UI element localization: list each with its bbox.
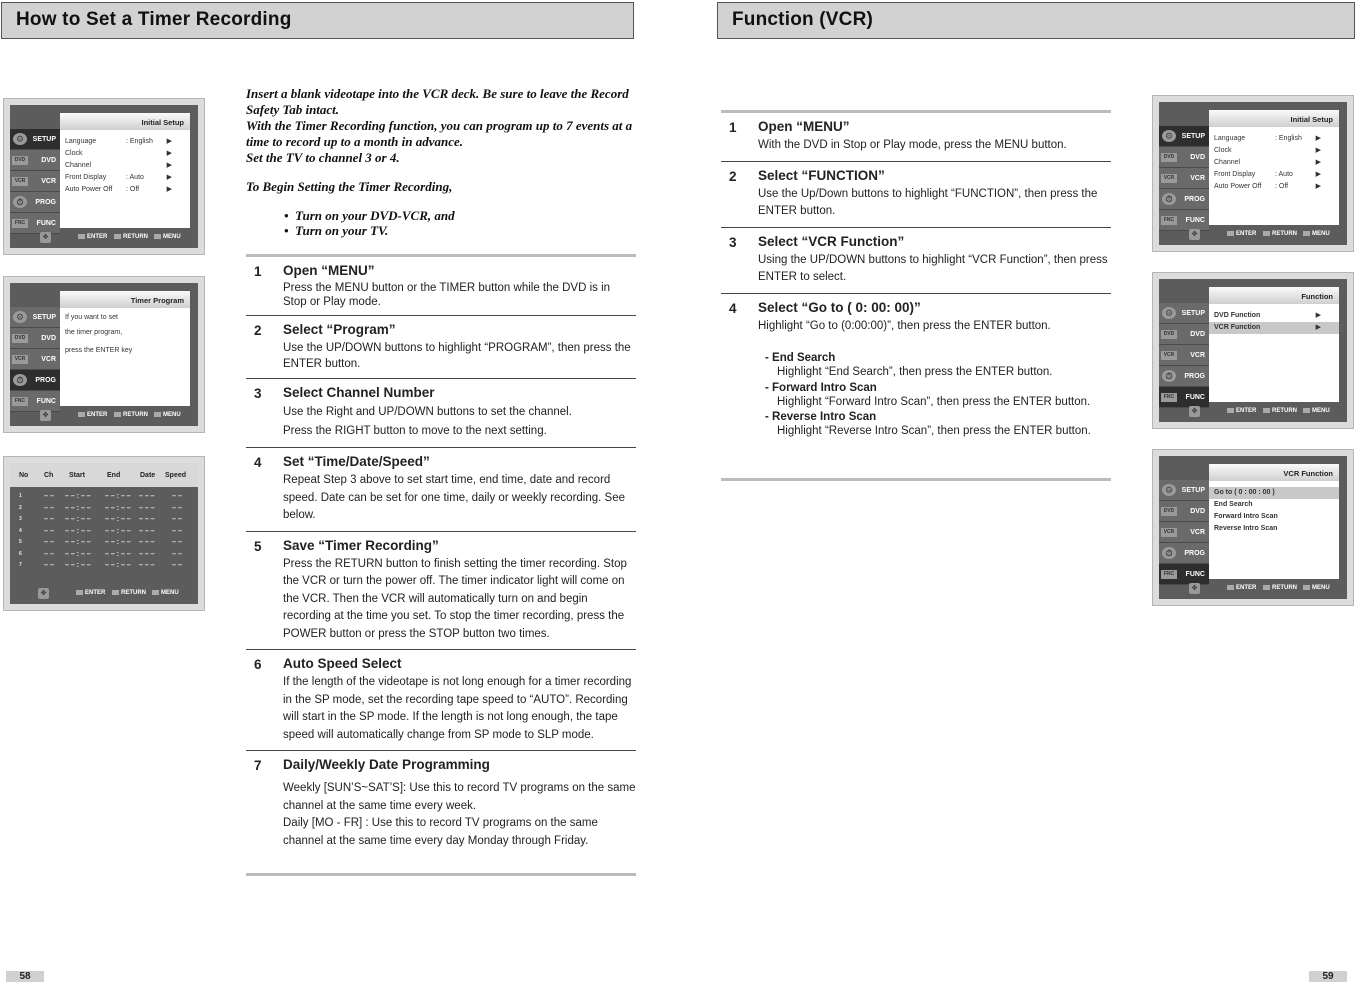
osd-row: Language : English ▶: [60, 136, 190, 148]
timer-cell: – – –: [139, 527, 155, 535]
timer-row-number: 4: [19, 527, 22, 534]
osd-screenshot-function: [1152, 272, 1354, 429]
timer-cell: – – : – –: [65, 550, 91, 558]
vcr-icon: VCR: [1161, 351, 1177, 360]
gear-icon: ⚙: [1162, 484, 1176, 496]
timer-cell: – – : – –: [65, 527, 91, 535]
step-item: 5 Save “Timer Recording” Press the RETURN button to finish setting the timer recording. Stop the VCR or turn the power off. The timer indicator light will come on the VCR. Then the VCR will automatically turn on and begin recording at the time you set. To stop the timer recording, press the POWER button or press the STOP button two times.: [246, 532, 636, 651]
timer-cell: – – : – –: [105, 550, 131, 558]
function-icon: FNC: [1161, 393, 1177, 402]
gear-icon: ⚙: [13, 311, 27, 323]
osd-text-line: press the ENTER key: [65, 347, 133, 354]
osd-menu-panel: [60, 291, 190, 406]
osd-row-highlighted: VCR Function ▶: [1209, 322, 1339, 334]
osd-text-line: the timer program,: [65, 329, 123, 336]
page-header-left: How to Set a Timer Recording: [1, 2, 634, 39]
osd-footer: ✥ ENTER RETURN MENU: [10, 228, 198, 248]
dvd-icon: DVD: [1161, 507, 1177, 516]
vcr-icon: VCR: [12, 177, 28, 186]
osd-row: Channel ▶: [60, 160, 190, 172]
step-item: 4 Select “Go to ( 0: 00: 00)” Highlight “Go to (0:00:00)”, then press the ENTER button. - End Search Highlight “End Search”, then press the ENTER button. - Forward Intro Scan Highlight “Forward Intro Scan”, then press the ENTER button. - Reverse Intro Scan Highlight “Reverse Intro Scan”, then press the ENTER button.: [721, 294, 1111, 447]
timer-cell: – – : – –: [105, 504, 131, 512]
arrow-right-icon: ▶: [1315, 147, 1321, 154]
osd-side-vcr: VCR VCR: [10, 171, 60, 192]
osd-title: Initial Setup: [60, 113, 190, 130]
left-steps: [246, 254, 636, 856]
osd-menu-panel: [1209, 110, 1339, 225]
rule: [246, 873, 636, 876]
timer-table-row: [10, 551, 198, 563]
dpad-icon: ✥: [40, 410, 51, 421]
timer-cell: – –: [172, 493, 182, 500]
osd-side-prog: ⏱ PROG: [10, 192, 60, 213]
bullet-item: • Turn on your TV.: [284, 223, 389, 238]
osd-row: Language : English ▶: [1209, 133, 1339, 145]
function-icon: FNC: [12, 219, 28, 228]
arrow-right-icon: ▶: [1315, 171, 1321, 178]
arrow-right-icon: ▶: [166, 150, 172, 157]
osd-menu-panel: [60, 113, 190, 228]
sub-options: - End Search Highlight “End Search”, then press the ENTER button. - Forward Intro Scan Highlight “Forward Intro Scan”, then press the ENTER button. - Reverse Intro Scan Highlight “Reverse Intro Scan”, then press the ENTER button.: [765, 352, 1091, 437]
arrow-right-icon: ▶: [166, 174, 172, 181]
timer-table-row: [10, 505, 198, 517]
osd-row: Clock ▶: [60, 148, 190, 160]
timer-row-number: 7: [19, 562, 22, 568]
timer-cell: – –: [172, 504, 182, 512]
rule: [721, 478, 1111, 481]
timer-cell: – – : – –: [105, 493, 131, 500]
osd-side-prog: ⏱ PROG: [10, 370, 60, 391]
timer-row-number: 5: [19, 539, 22, 545]
function-icon: FNC: [1161, 216, 1177, 225]
osd-row: Clock ▶: [1209, 145, 1339, 157]
osd-side-dvd: DVD DVD: [10, 150, 60, 171]
osd-side-func: FNC FUNC: [10, 391, 60, 412]
begin-heading: To Begin Setting the Timer Recording,: [246, 179, 453, 194]
osd-side-vcr: VCR VCR: [1159, 522, 1209, 543]
timer-cell: – – : – –: [65, 493, 91, 500]
dpad-icon: ✥: [38, 588, 49, 599]
dvd-icon: DVD: [12, 334, 28, 343]
arrow-right-icon: ▶: [166, 138, 172, 145]
timer-cell: – – –: [139, 504, 155, 512]
timer-cell: – – : – –: [65, 539, 91, 546]
osd-row: End Search: [1214, 501, 1253, 508]
page-number-left: 58: [6, 971, 44, 982]
step-item: 4 Set “Time/Date/Speed” Repeat Step 3 above to set start time, end time, date and record speed. Date can be set for one time, daily or weekly recording. See below.: [246, 448, 636, 532]
timer-table-row: [10, 562, 198, 574]
timer-table-row: [10, 528, 198, 540]
timer-table-row: [10, 539, 198, 551]
timer-icon: ⏱: [1162, 370, 1176, 382]
osd-side-dvd: DVD DVD: [10, 328, 60, 349]
osd-footer: ✥ ENTER RETURN MENU: [10, 406, 198, 426]
step-item: 2 Select “Program” Use the UP/DOWN buttons to highlight “PROGRAM”, then press the ENTER button.: [246, 316, 636, 379]
osd-side-prog: ⏱ PROG: [1159, 543, 1209, 564]
osd-screenshot-vcr-function: [1152, 449, 1354, 606]
osd-screenshot-initial-setup-2: [1152, 95, 1354, 252]
timer-cell: – – : – –: [65, 504, 91, 512]
dpad-icon: ✥: [40, 232, 51, 243]
timer-cell: – –: [44, 550, 54, 558]
page-number-right: 59: [1309, 971, 1347, 982]
osd-sidebar: [1159, 480, 1209, 585]
osd-row: Front Display : Auto ▶: [1209, 169, 1339, 181]
osd-menu-panel: [1209, 464, 1339, 579]
timer-cell: – – –: [139, 493, 155, 500]
step-item: 7 Daily/Weekly Date Programming Weekly [SUN’S~SAT’S]: Use this to record TV programs on the same channel at the same time every week. Daily [MO - FR] : Use this to record TV programs on the same channel at the same time every day Monday through Friday.: [254, 757, 636, 847]
timer-icon: ⏱: [13, 374, 27, 386]
timer-table-header: No Ch Start End Date Speed: [10, 463, 198, 487]
step-item: 1 Open “MENU” Press the MENU button or the TIMER button while the DVD is in Stop or Play mode.: [246, 257, 636, 316]
osd-title: VCR Function: [1209, 464, 1339, 481]
osd-row: Forward Intro Scan: [1214, 513, 1278, 520]
timer-row-number: 6: [19, 550, 22, 557]
timer-cell: – –: [44, 562, 54, 569]
osd-row: Auto Power Off : Off ▶: [60, 184, 190, 196]
timer-icon: ⏱: [1162, 547, 1176, 559]
timer-row-number: 3: [19, 516, 22, 522]
dvd-icon: DVD: [12, 156, 28, 165]
osd-screenshot-initial-setup: [3, 98, 205, 255]
step-item: 6 Auto Speed Select If the length of the videotape is not long enough for a timer recording in the SP mode, set the recording tape speed to “AUTO”. Recording will start in the SP mode. If the length is not long enough, the tape speed will automatically change from SP mode to SLP mode.: [246, 650, 636, 751]
timer-table-row: [10, 516, 198, 528]
timer-cell: – –: [44, 527, 54, 535]
osd-side-vcr: VCR VCR: [10, 349, 60, 370]
osd-side-func: FNC FUNC: [10, 213, 60, 234]
gear-icon: ⚙: [13, 133, 27, 145]
timer-table-row: [10, 493, 198, 505]
timer-cell: – – –: [139, 539, 155, 546]
osd-row: DVD Function ▶: [1209, 310, 1339, 322]
osd-menu-panel: [1209, 287, 1339, 402]
timer-cell: – –: [172, 516, 182, 523]
function-icon: FNC: [12, 397, 28, 406]
intro-text: Insert a blank videotape into the VCR deck. Be sure to leave the Record Safety Tab intact. With the Timer Recording function, you can program up to 7 events at a time to record up to a month in advance. Set the TV to channel 3 or 4. To Begin Setting the Timer Recording,: [246, 86, 636, 195]
dvd-icon: DVD: [1161, 153, 1177, 162]
timer-cell: – – : – –: [105, 527, 131, 535]
osd-row: Front Display : Auto ▶: [60, 172, 190, 184]
osd-side-func: FNC FUNC: [1159, 387, 1209, 408]
function-icon: FNC: [1161, 570, 1177, 579]
gear-icon: ⚙: [1162, 307, 1176, 319]
timer-cell: – – –: [139, 550, 155, 558]
timer-cell: – –: [172, 550, 182, 558]
osd-side-prog: ⏱ PROG: [1159, 189, 1209, 210]
timer-table-body: [10, 493, 198, 574]
timer-icon: ⏱: [1162, 193, 1176, 205]
osd-row: Reverse Intro Scan: [1214, 525, 1278, 532]
osd-screenshot-timer-table: [3, 456, 205, 611]
osd-side-dvd: DVD DVD: [1159, 324, 1209, 345]
right-steps: [721, 110, 1111, 447]
osd-footer: ✥ ENTER RETURN MENU: [10, 584, 198, 604]
gear-icon: ⚙: [1162, 130, 1176, 142]
osd-row: Auto Power Off : Off ▶: [1209, 181, 1339, 193]
osd-sidebar: [1159, 303, 1209, 408]
osd-text-line: If you want to set: [65, 314, 118, 321]
timer-icon: ⏱: [13, 196, 27, 208]
osd-side-setup: ⚙ SETUP: [1159, 303, 1209, 324]
step-item: 1 Open “MENU” With the DVD in Stop or Play mode, press the MENU button.: [721, 113, 1111, 162]
timer-cell: – –: [172, 562, 182, 569]
vcr-icon: VCR: [1161, 174, 1177, 183]
osd-screenshot-timer-program: [3, 276, 205, 433]
osd-title: Function: [1209, 287, 1339, 304]
page-header-right: Function (VCR): [717, 2, 1355, 39]
dpad-icon: ✥: [1189, 406, 1200, 417]
step-item: 2 Select “FUNCTION” Use the Up/Down buttons to highlight “FUNCTION”, then press the ENTER button.: [721, 162, 1111, 228]
osd-row-highlighted: Go to ( 0 : 00 : 00 ): [1209, 487, 1339, 499]
arrow-right-icon: ▶: [1315, 312, 1321, 319]
osd-side-setup: ⚙ SETUP: [1159, 480, 1209, 501]
arrow-right-icon: ▶: [1315, 324, 1321, 331]
timer-cell: – –: [172, 539, 182, 546]
osd-sidebar: [1159, 126, 1209, 231]
osd-footer: ✥ ENTER RETURN MENU: [1159, 579, 1347, 599]
timer-cell: – –: [44, 493, 54, 500]
osd-side-setup: ⚙ SETUP: [10, 129, 60, 150]
vcr-icon: VCR: [12, 355, 28, 364]
osd-side-vcr: VCR VCR: [1159, 168, 1209, 189]
osd-side-setup: ⚙ SETUP: [1159, 126, 1209, 147]
osd-side-dvd: DVD DVD: [1159, 501, 1209, 522]
dvd-icon: DVD: [1161, 330, 1177, 339]
arrow-right-icon: ▶: [1315, 183, 1321, 190]
timer-row-number: 2: [19, 504, 22, 511]
timer-cell: – –: [44, 539, 54, 546]
osd-title: Timer Program: [60, 291, 190, 308]
dpad-icon: ✥: [1189, 229, 1200, 240]
arrow-right-icon: ▶: [1315, 159, 1321, 166]
arrow-right-icon: ▶: [166, 186, 172, 193]
timer-cell: – –: [44, 504, 54, 512]
timer-cell: – –: [172, 527, 182, 535]
arrow-right-icon: ▶: [166, 162, 172, 169]
timer-cell: – – : – –: [105, 562, 131, 569]
arrow-right-icon: ▶: [1315, 135, 1321, 142]
osd-footer: ✥ ENTER RETURN MENU: [1159, 225, 1347, 245]
bullet-item: • Turn on your DVD-VCR, and: [284, 208, 455, 223]
timer-cell: – – –: [139, 516, 155, 523]
osd-side-prog: ⏱ PROG: [1159, 366, 1209, 387]
timer-cell: – – : – –: [65, 516, 91, 523]
osd-side-vcr: VCR VCR: [1159, 345, 1209, 366]
osd-side-func: FNC FUNC: [1159, 564, 1209, 585]
osd-side-func: FNC FUNC: [1159, 210, 1209, 231]
timer-cell: – – : – –: [105, 516, 131, 523]
osd-title: Initial Setup: [1209, 110, 1339, 127]
osd-side-setup: ⚙ SETUP: [10, 307, 60, 328]
timer-cell: – – –: [139, 562, 155, 569]
timer-cell: – – : – –: [65, 562, 91, 569]
osd-footer: ✥ ENTER RETURN MENU: [1159, 402, 1347, 422]
step-item: 3 Select Channel Number Use the Right and UP/DOWN buttons to set the channel. Press the RIGHT button to move to the next setting.: [246, 379, 636, 448]
timer-cell: – – : – –: [105, 539, 131, 546]
dpad-icon: ✥: [1189, 583, 1200, 594]
osd-row: Channel ▶: [1209, 157, 1339, 169]
osd-sidebar: [10, 307, 60, 412]
osd-sidebar: [10, 129, 60, 234]
step-item: 3 Select “VCR Function” Using the UP/DOWN buttons to highlight “VCR Function”, then press ENTER to select.: [721, 228, 1111, 294]
vcr-icon: VCR: [1161, 528, 1177, 537]
timer-cell: – –: [44, 516, 54, 523]
osd-side-dvd: DVD DVD: [1159, 147, 1209, 168]
timer-row-number: 1: [19, 493, 22, 499]
